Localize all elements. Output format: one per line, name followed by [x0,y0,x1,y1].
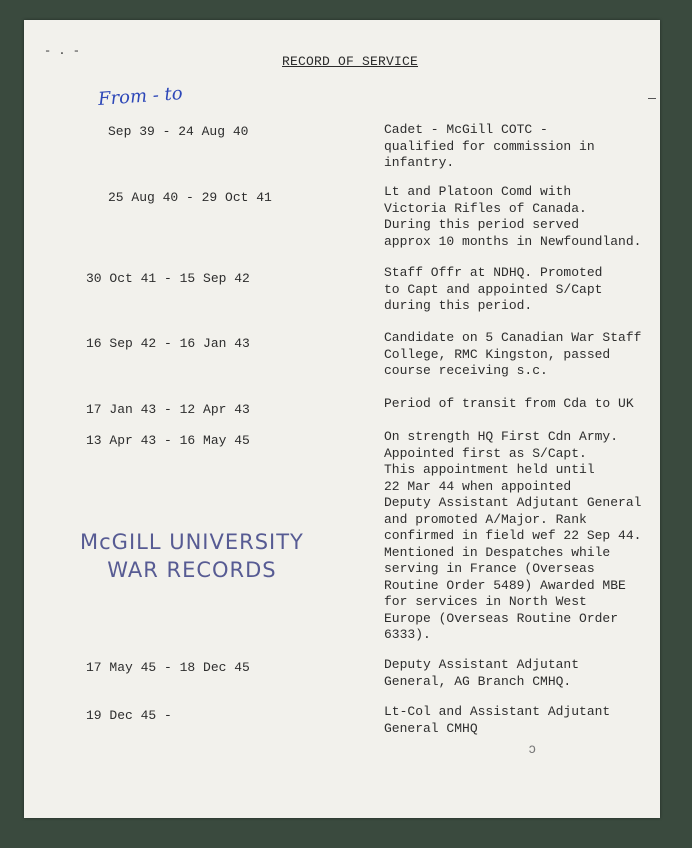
entry-description: Deputy Assistant Adjutant General, AG Branch CMHQ. [384,657,580,689]
entry-dates: 25 Aug 40 - 29 Oct 41 [108,190,272,205]
stamp-line-1: McGILL UNIVERSITY [80,530,304,554]
entry-description: Staff Offr at NDHQ. Promoted to Capt and appointed S/Capt during this period. [384,265,603,313]
document-page [24,20,660,818]
entry-description: Cadet - McGill COTC - qualified for commission in infantry. [384,122,595,170]
war-records-stamp [80,528,304,584]
entry-description: Candidate on 5 Canadian War Staff College, RMC Kingston, passed course receiving s.c. [384,330,642,378]
pencil-mark-decoration: ↄ [528,742,537,758]
entry-dates: 17 Jan 43 - 12 Apr 43 [86,402,250,417]
entry-dates: Sep 39 - 24 Aug 40 [108,124,249,139]
page-title: RECORD OF SERVICE [282,54,419,69]
edge-mark-decoration [648,98,656,99]
entry-description: Lt-Col and Assistant Adjutant General CMHQ [384,704,611,736]
entry-description: Lt and Platoon Comd with Victoria Rifles of Canada. During this period served approx 10 months in Newfoundland. [384,184,642,249]
entry-dates: 17 May 45 - 18 Dec 45 [86,660,250,675]
entry-description: On strength HQ First Cdn Army. Appointed first as S/Capt. This appointment held until 22 Mar 44 when appointed Deputy Assistant Adjutant General and promoted A/Major. Rank confirmed in field wef 22 Sep 44. Mentioned in Despatches while serving in France (Overseas Routine Order 5489) Awarded MBE for services in North West Europe (Overseas Routine Order 6333). [384,429,642,642]
entry-dates: 13 Apr 43 - 16 May 45 [86,433,250,448]
entry-description: Period of transit from Cda to UK [384,396,634,411]
entry-dates: 30 Oct 41 - 15 Sep 42 [86,271,250,286]
entry-dates: 16 Sep 42 - 16 Jan 43 [86,336,250,351]
entry-dates: 19 Dec 45 - [86,708,172,723]
stamp-line-2: WAR RECORDS [107,558,277,582]
handwritten-note: From - to [97,83,184,110]
dash-marks-decoration: - . - [44,44,81,58]
